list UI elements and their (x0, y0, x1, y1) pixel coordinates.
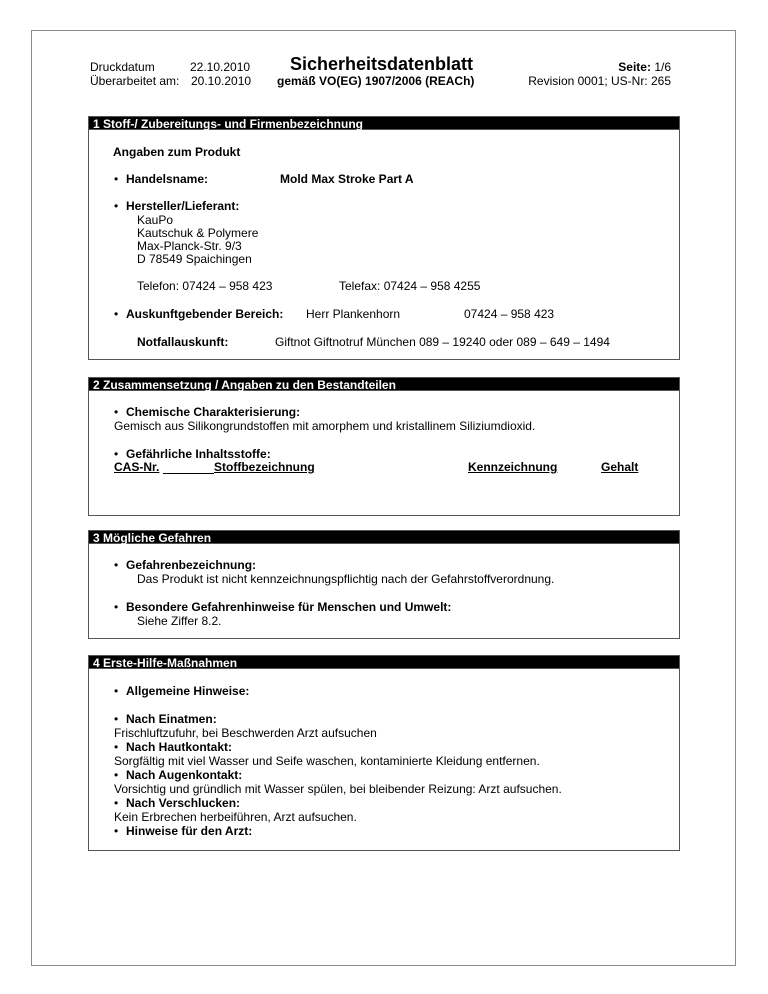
section-2-heading: 2 Zusammensetzung / Angaben zu den Bestandteilen (88, 377, 680, 391)
hazard-label: • Gefahrenbezeichnung: (126, 558, 256, 572)
revision-info: Revision 0001; US-Nr: 265 (528, 74, 671, 88)
print-date: 22.10.2010 (190, 60, 251, 74)
emergency-text: Giftnot Giftnotruf München 089 – 19240 oder 089 – 649 – 1494 (275, 335, 610, 349)
swallow-label: • Nach Verschlucken: (126, 796, 240, 810)
col-label: Kennzeichnung (468, 460, 558, 474)
special-hazard-label: • Besondere Gefahrenhinweise für Menschen und Umwelt: (126, 600, 451, 614)
swallow-text: Kein Erbrechen herbeiführen, Arzt aufsuchen. (114, 810, 357, 824)
trade-name: Mold Max Stroke Part A (280, 172, 414, 186)
chem-label: • Chemische Charakterisierung: (126, 405, 300, 419)
special-hazard-text: Siehe Ziffer 8.2. (137, 614, 222, 628)
underline-gap (163, 473, 214, 474)
inhalation-text: Frischluftzufuhr, bei Beschwerden Arzt aufsuchen (114, 726, 377, 740)
page-number (618, 60, 671, 74)
phone: Telefon: 07424 – 958 423 (137, 279, 273, 293)
hazardous-label: • Gefährliche Inhaltsstoffe: (126, 447, 271, 461)
product-info-label: Angaben zum Produkt (113, 145, 241, 159)
revised-label: Überarbeitet am: (90, 74, 180, 88)
manufacturer-line: KauPo (137, 213, 174, 227)
fax: Telefax: 07424 – 958 4255 (339, 279, 481, 293)
revised-date: 20.10.2010 (191, 74, 252, 88)
manufacturer-line: Max-Planck-Str. 9/3 (137, 239, 242, 253)
emergency-label: Notfallauskunft: (137, 335, 229, 349)
col-cas: CAS-Nr. (114, 460, 160, 474)
skin-label: • Nach Hautkontakt: (126, 740, 232, 754)
manufacturer-label: • Hersteller/Lieferant: (126, 199, 239, 213)
info-area-label: • Auskunftgebender Bereich: (126, 307, 283, 321)
hazard-text: Das Produkt ist nicht kennzeichnungspflichtig nach der Gefahrstoffverordnung. (137, 572, 555, 586)
manufacturer-line: D 78549 Spaichingen (137, 252, 252, 266)
info-phone: 07424 – 958 423 (464, 307, 555, 321)
section-4-heading: 4 Erste-Hilfe-Maßnahmen (88, 655, 680, 669)
general-label: • Allgemeine Hinweise: (126, 684, 249, 698)
print-date-label: Druckdatum (90, 60, 155, 74)
manufacturer-line: Kautschuk & Polymere (137, 226, 259, 240)
eye-text: Vorsichtig und gründlich mit Wasser spülen, bei bleibender Reizung: Arzt aufsuchen. (114, 782, 562, 796)
info-contact: Herr Plankenhorn (306, 307, 401, 321)
eye-label: • Nach Augenkontakt: (126, 768, 242, 782)
doctor-label: • Hinweise für den Arzt: (126, 824, 252, 838)
col-content: Gehalt (601, 460, 639, 474)
page-label: Seite: (618, 60, 651, 74)
section-3-heading: 3 Mögliche Gefahren (88, 530, 680, 544)
section-1-heading: 1 Stoff-/ Zubereitungs- und Firmenbezeichnung (88, 116, 680, 130)
inhalation-label: • Nach Einatmen: (126, 712, 217, 726)
chem-text: Gemisch aus Silikongrundstoffen mit amorphem und kristallinem Siliziumdioxid. (114, 419, 536, 433)
document-subtitle: gemäß VO(EG) 1907/2006 (REACh) (277, 74, 475, 88)
page-value: 1/6 (654, 60, 671, 74)
trade-name-label: • Handelsname: (126, 172, 208, 186)
col-name: Stoffbezeichnung (214, 460, 315, 474)
document-title: Sicherheitsdatenblatt (290, 54, 474, 74)
skin-text: Sorgfältig mit viel Wasser und Seife waschen, kontaminierte Kleidung entfernen. (114, 754, 540, 768)
